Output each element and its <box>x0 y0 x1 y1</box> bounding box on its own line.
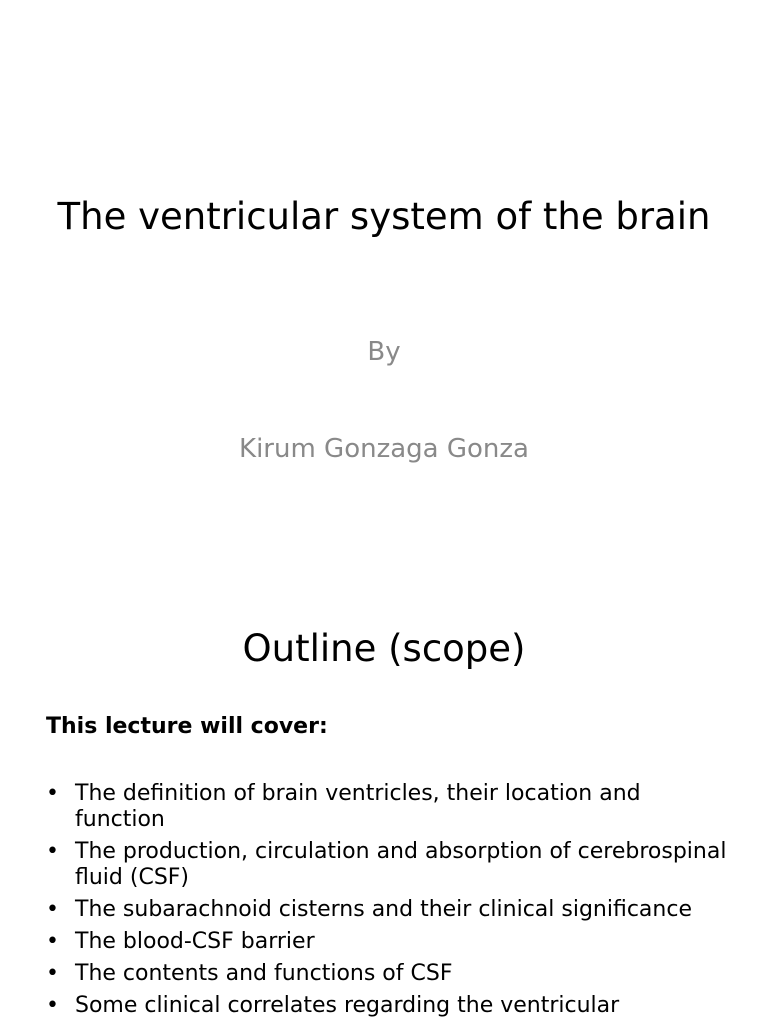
bullet-icon: • <box>46 781 59 806</box>
bullet-icon: • <box>46 897 59 922</box>
bullet-icon: • <box>46 993 59 1018</box>
list-item <box>46 993 736 1019</box>
author-name: Kirum Gonzaga Gonza <box>239 434 529 464</box>
list-item-text: The contents and functions of CSF <box>75 961 453 986</box>
bullet-icon: • <box>46 929 59 954</box>
list-item-text: Some clinical correlates regarding the ventricular <box>75 993 620 1018</box>
list-item-text: The definition of brain ventricles, their location and function <box>75 781 641 832</box>
list-item <box>46 839 736 891</box>
by-label: By <box>367 337 401 367</box>
list-item-text: The subarachnoid cisterns and their clinical significance <box>75 897 692 922</box>
list-item-text: The production, circulation and absorption of cerebrospinal fluid (CSF) <box>75 839 727 890</box>
slide-title: The ventricular system of the brain <box>57 195 711 238</box>
outline-title: Outline (scope) <box>242 627 526 670</box>
list-item-text: The blood-CSF barrier <box>75 929 315 954</box>
list-item <box>46 929 736 955</box>
outline-list <box>46 781 736 1024</box>
bullet-icon: • <box>46 961 59 986</box>
lecture-lead: This lecture will cover: <box>46 714 328 739</box>
list-item <box>46 897 736 923</box>
bullet-icon: • <box>46 839 59 864</box>
outline-slide <box>0 576 768 1024</box>
list-item <box>46 781 736 833</box>
list-item <box>46 961 736 987</box>
